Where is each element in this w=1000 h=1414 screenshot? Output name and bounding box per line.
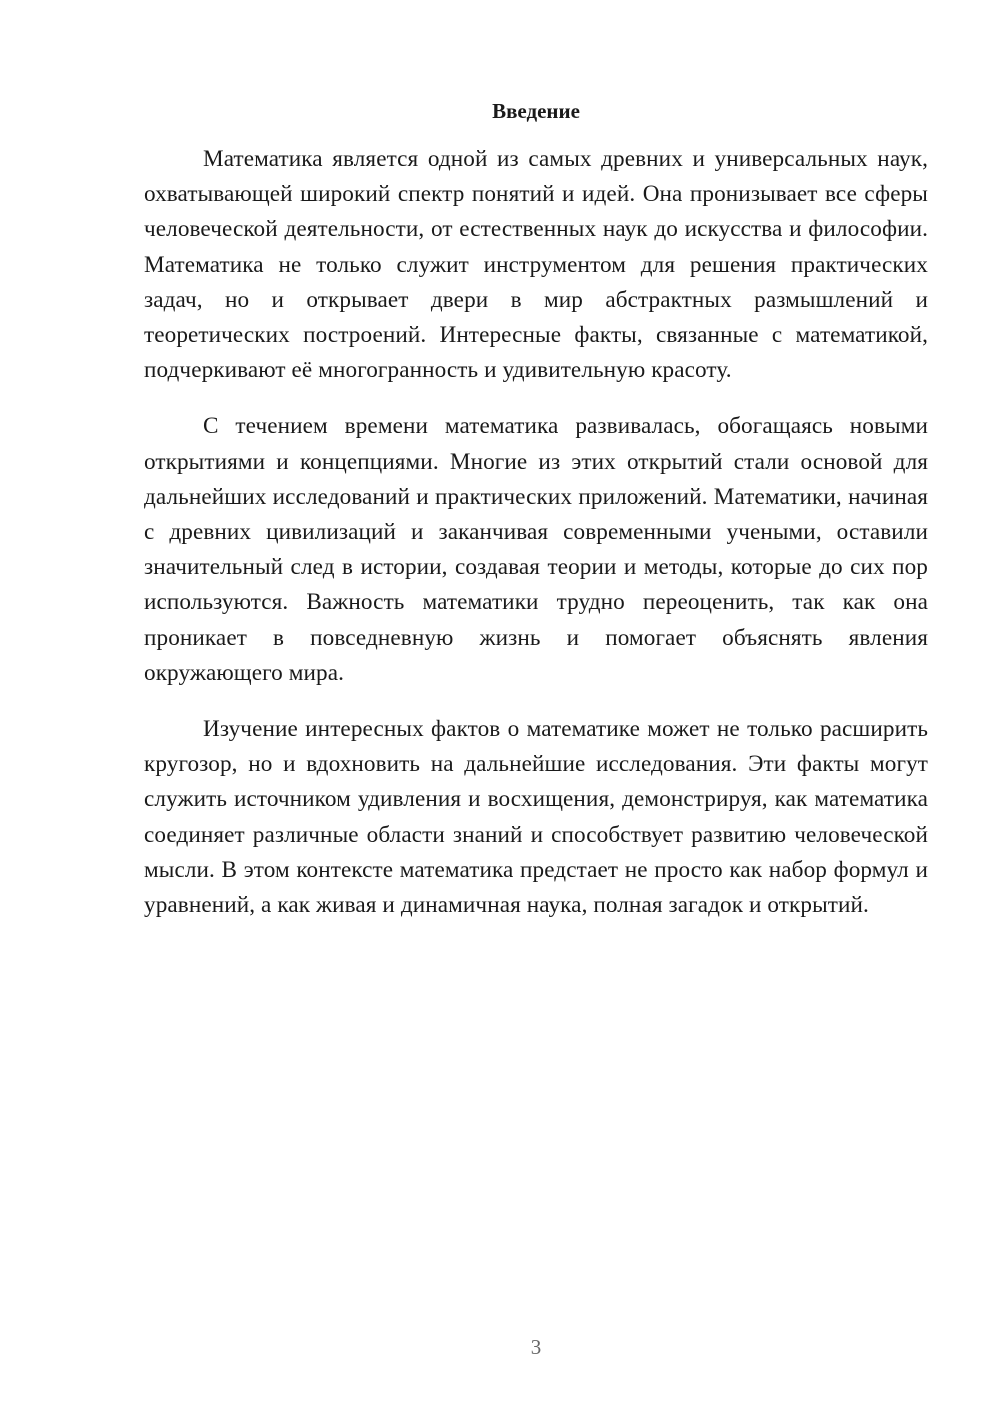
body-text <box>144 142 928 944</box>
paragraph-2: С течением времени математика развивалась, обогащаясь новыми открытиями и концепциями. Многие из этих открытий стали основой для дальнейших исследований и практических приложений. Математики, начиная с древних цивилизаций и заканчивая современными учеными, оставили значительный след в истории, создавая теории и методы, которые до сих пор используются. Важность математики трудно переоценить, так как она проникает в повседневную жизнь и помогает объяснять явления окружающего мира. <box>144 413 928 686</box>
paragraph-1: Математика является одной из самых древних и универсальных наук, охватывающей широкий спектр понятий и идей. Она пронизывает все сферы человеческой деятельности, от естественных наук до искусства и философии. Математика не только служит инструментом для решения практических задач, но и открывает двери в мир абстрактных размышлений и теоретических построений. Интересные факты, связанные с математикой, подчеркивают её многогранность и удивительную красоту. <box>144 146 928 384</box>
page-number: 3 <box>530 1335 542 1359</box>
paragraph-3: Изучение интересных фактов о математике может не только расширить кругозор, но и вдохновить на дальнейшие исследования. Эти факты могут служить источником удивления и восхищения, демонстрируя, как математика соединяет различные области знаний и способствует развитию человеческой мысли. В этом контексте математика предстает не просто как набор формул и уравнений, а как живая и динамичная наука, полная загадок и открытий. <box>144 716 928 919</box>
section-heading: Введение <box>492 99 580 123</box>
